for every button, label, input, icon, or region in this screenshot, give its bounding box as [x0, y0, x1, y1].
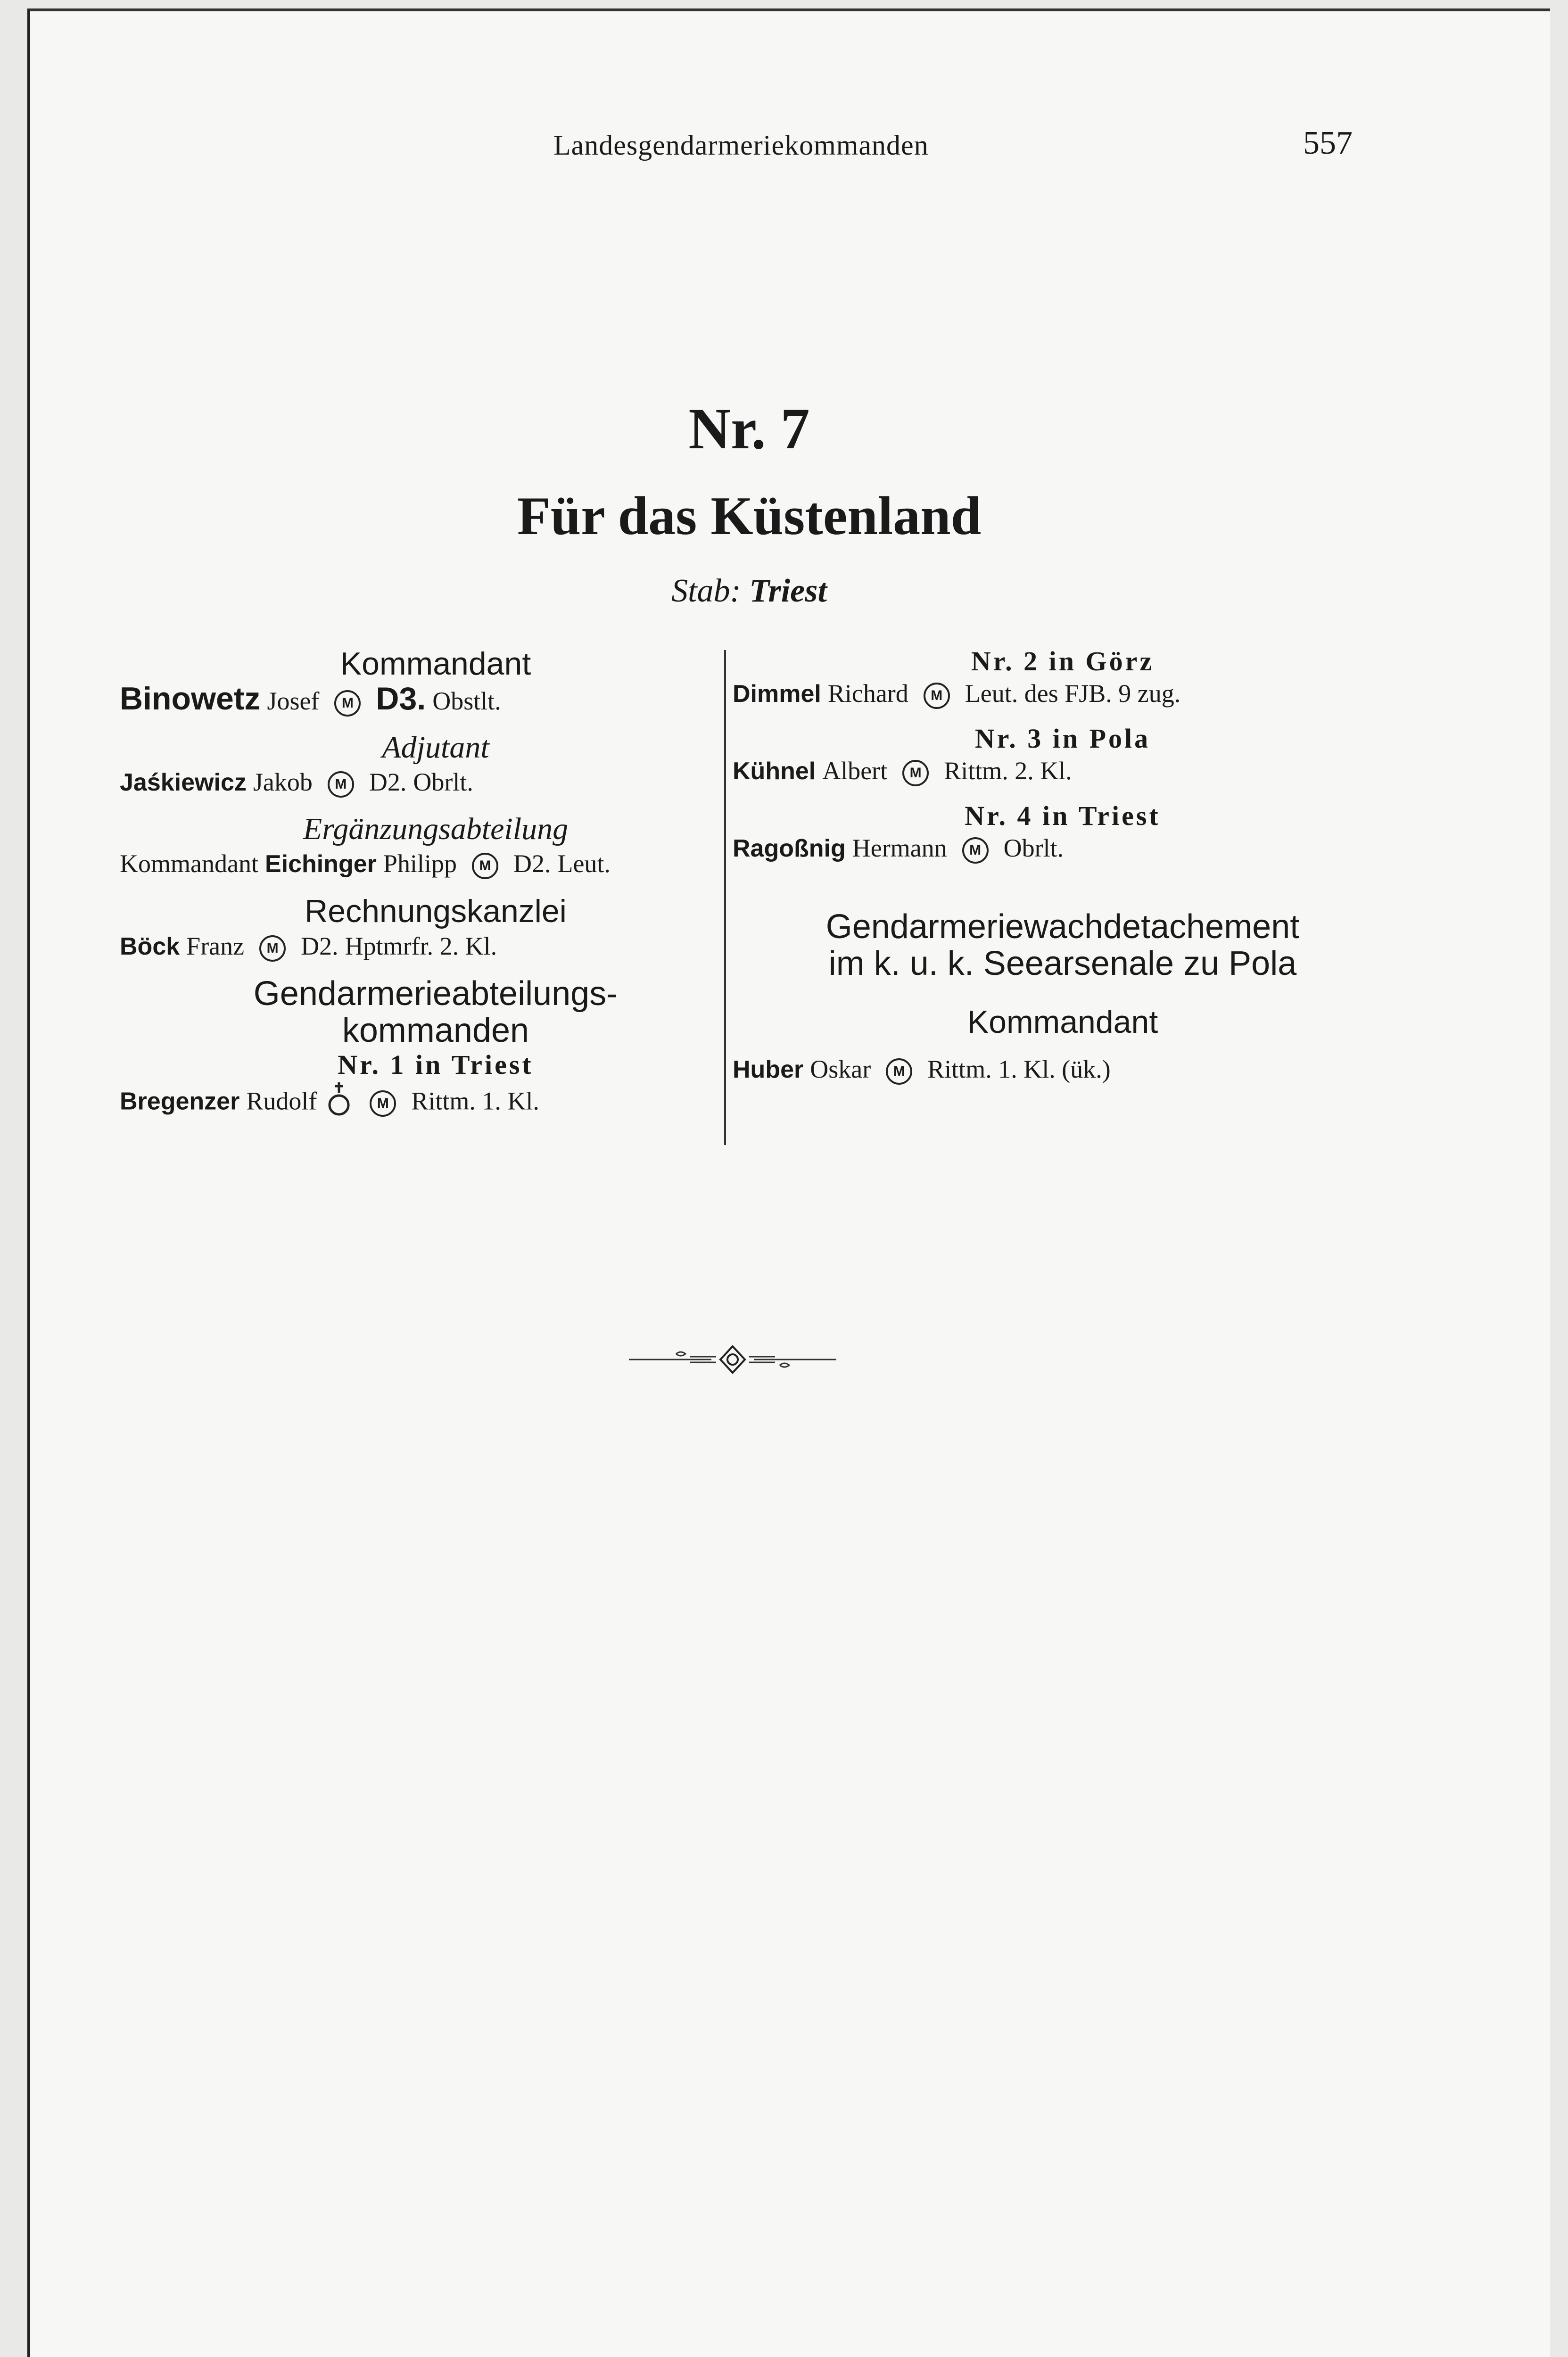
kommandant-heading: Kommandant — [340, 646, 531, 682]
surname: Huber — [733, 1056, 804, 1083]
stab-label: Stab: — [671, 573, 741, 609]
surname: Dimmel — [733, 680, 821, 708]
given-name: Jakob — [253, 768, 313, 796]
nr3-entry — [733, 754, 1393, 788]
ornament-divider — [629, 1341, 836, 1381]
detachement-heading-line-2: im k. u. k. Seearsenale zu Pola — [828, 945, 1297, 982]
nr3-heading: Nr. 3 in Pola — [974, 723, 1151, 754]
section-number: Nr. 7 — [688, 396, 810, 461]
page-sheet — [27, 8, 1550, 2357]
given-name: Josef — [267, 687, 320, 715]
medal-icon: M — [370, 1090, 396, 1117]
nr4-entry — [733, 832, 1393, 865]
detachement-kommandant-entry — [733, 1053, 1393, 1086]
medal-icon: M — [962, 837, 989, 864]
grade: D2. — [369, 768, 407, 796]
stab-place: Triest — [749, 573, 827, 609]
given-name: Oskar — [810, 1055, 871, 1083]
rank: Leut. — [557, 849, 611, 878]
ergaenzung-entry — [120, 847, 751, 881]
given-name: Philipp — [383, 849, 457, 878]
kommandant-entry — [120, 682, 751, 717]
rechnung-entry — [120, 930, 751, 963]
surname: Binowetz — [120, 681, 261, 717]
rank: Rittm. 1. Kl. (ük.) — [927, 1055, 1111, 1083]
rank: Rittm. 2. Kl. — [944, 757, 1072, 785]
left-column — [120, 645, 751, 1126]
abteilung-heading-line-1: Gendarmerieabteilungs- — [253, 975, 618, 1013]
role-prefix: Kommandant — [120, 849, 258, 878]
given-name: Albert — [822, 757, 888, 785]
surname: Eichinger — [264, 850, 377, 878]
adjutant-heading: Adjutant — [382, 730, 489, 765]
detachement-heading-line-1: Gendarmeriewachdetachement — [825, 908, 1300, 946]
ergaenzung-heading: Ergänzungsabteilung — [303, 812, 569, 846]
surname: Böck — [120, 933, 180, 960]
medal-icon: M — [334, 690, 361, 717]
nr2-entry — [733, 677, 1393, 710]
surname: Kühnel — [733, 758, 816, 785]
stab-line — [30, 572, 1468, 610]
rank: Hptmrfr. 2. Kl. — [345, 932, 497, 960]
medal-icon: M — [886, 1058, 912, 1085]
given-name: Richard — [827, 679, 908, 708]
nr1-entry — [120, 1080, 751, 1126]
rechnung-heading: Rechnungskanzlei — [305, 893, 567, 929]
running-title: Landesgendarmeriekommanden — [553, 130, 929, 161]
section-title: Für das Küstenland — [517, 486, 982, 546]
medal-icon: M — [472, 853, 498, 879]
rank: Obstlt. — [432, 687, 501, 715]
medal-icon: M — [259, 935, 286, 962]
order-cross-icon — [326, 1080, 352, 1126]
nr1-heading: Nr. 1 in Triest — [338, 1049, 534, 1080]
grade: D2. — [301, 932, 338, 960]
detachement-kommandant-heading: Kommandant — [967, 1004, 1158, 1040]
given-name: Franz — [186, 932, 245, 960]
rank: Rittm. 1. Kl. — [411, 1087, 539, 1115]
right-column — [733, 645, 1393, 1086]
rank: Obrlt. — [413, 768, 473, 796]
grade: D3. — [376, 681, 426, 717]
surname: Ragoßnig — [733, 835, 846, 862]
grade: D2. — [513, 849, 551, 878]
medal-icon: M — [924, 683, 950, 709]
surname: Bregenzer — [120, 1088, 240, 1115]
medal-icon: M — [328, 771, 354, 798]
nr4-heading: Nr. 4 in Triest — [965, 800, 1161, 831]
nr2-heading: Nr. 2 in Görz — [971, 646, 1155, 676]
surname: Jaśkiewicz — [120, 769, 247, 796]
given-name: Rudolf — [246, 1087, 317, 1115]
medal-icon: M — [902, 760, 929, 786]
adjutant-entry — [120, 766, 751, 799]
given-name: Hermann — [852, 834, 947, 862]
page-number: 557 — [1303, 125, 1353, 161]
rank: Leut. des FJB. 9 zug. — [965, 679, 1181, 708]
abteilung-heading-line-2: kommanden — [342, 1012, 529, 1049]
rank: Obrlt. — [1003, 834, 1064, 862]
